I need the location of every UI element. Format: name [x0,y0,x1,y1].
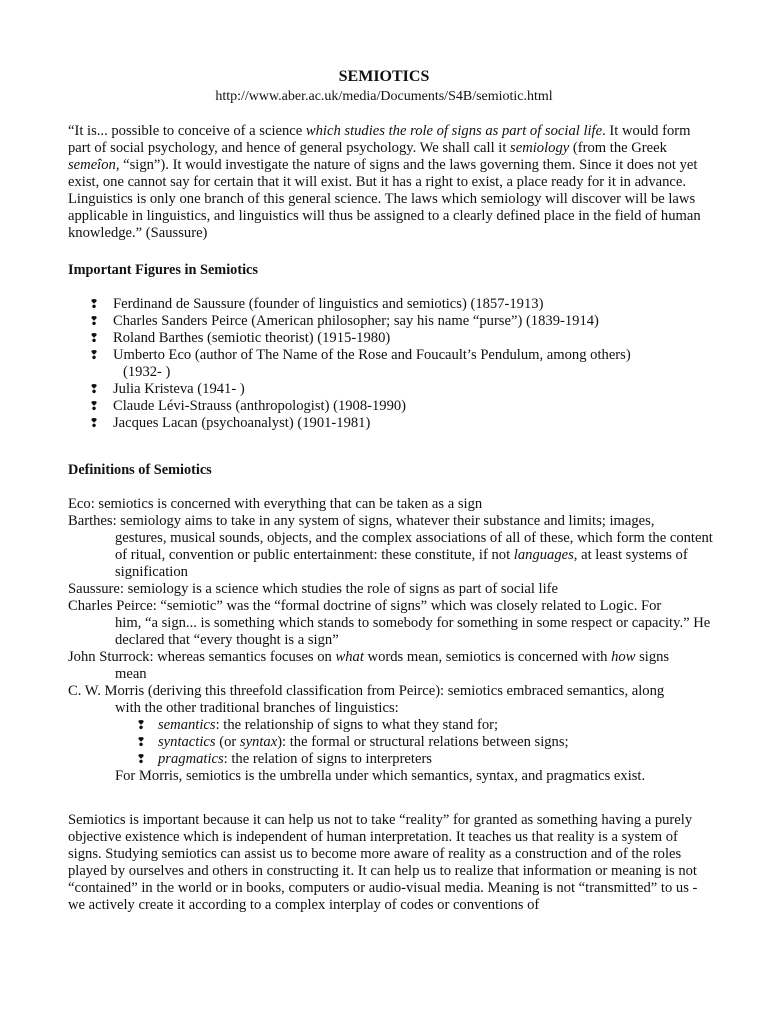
definition-text: Charles Peirce: “semiotic” was the “formal doctrine of signs” which was closely related to Logic. For [68,598,662,614]
term-italic: syntax [239,734,278,750]
definition-italic: how [611,649,636,665]
definition-barthes [68,513,718,581]
morris-list [68,717,718,768]
closing-paragraph: Semiotics is important because it can help us not to take “reality” for granted as something having a purely objective existence which is independent of human interpretation. It teaches us that reality is a system of signs. Studying semiotics can assist us to become more aware of reality as a construction and of the roles played by ourselves and others in constructing it. It can help us to realize that information or meaning is not “contained” in the world or in books, computers or audio-visual media. Meaning is not “transmitted” to us - we actively create it according to a complex interplay of codes or conventions of [68,812,698,913]
definition-morris [68,683,718,785]
definition-text: mean [115,666,147,682]
definition-text: John Sturrock: whereas semantics focuses on [68,649,336,665]
bullet-icon: ❢ [136,752,147,766]
list-item [68,751,718,768]
quote-italic: which studies the role of signs as part of social life [305,123,603,139]
source-url: http://www.aber.ac.uk/media/Documents/S4B/semiotic.html [215,89,553,104]
term-text: : the relation of signs to interpreters [223,751,432,767]
definition-italic: what [335,649,364,665]
definition-text: Barthes: semiology aims to take in any system of signs, whatever their substance and limits; images, [68,513,655,529]
list-item [68,347,708,381]
quote-text: . It would form part of social psychology, and hence of general psychology. We shall call it [68,123,691,156]
figure-text: Roland Barthes (semiotic theorist) (1915-1980) [113,330,391,346]
term-italic: syntactics [158,734,216,750]
term-text: : the relationship of signs to what they stand for; [215,717,499,733]
definition-text: him, “a sign... is something which stands to somebody for something in some respect or capacity.” He declared that “every thought is a sign” [115,615,711,648]
bullet-icon: ❢ [89,331,100,345]
bullet-icon: ❢ [89,399,100,413]
term-text: ): the formal or structural relations between signs; [277,734,569,750]
list-item [68,734,718,751]
list-item [68,717,718,734]
list-item [68,296,708,313]
definition-text: signs [635,649,670,665]
definition-sturrock [68,649,718,683]
term-text: (or [215,734,240,750]
term-italic: pragmatics [158,751,224,767]
bullet-icon: ❢ [89,382,100,396]
bullet-icon: ❢ [89,314,100,328]
list-item [68,313,708,330]
definition-saussure: Saussure: semiology is a science which studies the role of signs as part of social life [68,581,558,597]
definition-text: C. W. Morris (deriving this threefold classification from Peirce): semiotics embraced semantics, along [68,683,665,699]
figures-heading: Important Figures in Semiotics [68,262,258,278]
definition-italic: languages [513,547,574,563]
quote-text: , “sign”). It would investigate the nature of signs and the laws governing them. Since it does not yet exist, one cannot say for certain that it will exist. But it has a right to exist, a place ready for it in advance. Linguistics is only one branch of this general science. The laws which semiology will discover will be laws applicable in linguistics, and linguistics will thus be assigned to a clearly defined place in the field of human knowledge.” (Saussure) [68,157,701,241]
list-item [68,330,708,347]
figure-text: Claude Lévi-Strauss (anthropologist) (1908-1990) [113,398,407,414]
figure-text: Umberto Eco (author of The Name of the Rose and Foucault’s Pendulum, among others) [113,347,631,363]
saussure-quote [68,123,708,242]
bullet-icon: ❢ [136,735,147,749]
definition-text [68,530,718,581]
bullet-icon: ❢ [89,416,100,430]
definition-text: with the other traditional branches of linguistics: [115,700,399,716]
bullet-icon: ❢ [89,297,100,311]
definition-text: For Morris, semiotics is the umbrella under which semantics, syntax, and pragmatics exist. [115,768,646,784]
figure-text: Julia Kristeva (1941- ) [113,381,245,397]
definition-text: words mean, semiotics is concerned with [363,649,612,665]
figure-text: Jacques Lacan (psychoanalyst) (1901-1981) [113,415,371,431]
quote-italic: semeîon [68,157,116,173]
term-italic: semantics [158,717,216,733]
figure-text-continued: (1932- ) [123,364,171,380]
definition-peirce [68,598,718,649]
definition-text: , at least systems of signification [115,547,688,580]
list-item [68,381,708,398]
quote-italic: semiology [510,140,570,156]
definitions-block [68,496,718,785]
list-item [68,398,708,415]
figure-text: Ferdinand de Saussure (founder of linguistics and semiotics) (1857-1913) [113,296,544,312]
definitions-heading: Definitions of Semiotics [68,462,212,478]
definition-eco: Eco: semiotics is concerned with everything that can be taken as a sign [68,496,483,512]
quote-text: (from the Greek [569,140,667,156]
figures-list [68,296,708,432]
page-title: SEMIOTICS [338,68,430,85]
definition-text: gestures, musical sounds, objects, and the complex associations of all of these, which form the content of ritual, convention or public entertainment: these constitute, if not [115,530,713,563]
bullet-icon: ❢ [89,348,100,362]
quote-text: “It is... possible to conceive of a science [68,123,306,139]
bullet-icon: ❢ [136,718,147,732]
list-item [68,415,708,432]
figure-text: Charles Sanders Peirce (American philosopher; say his name “purse”) (1839-1914) [113,313,599,329]
